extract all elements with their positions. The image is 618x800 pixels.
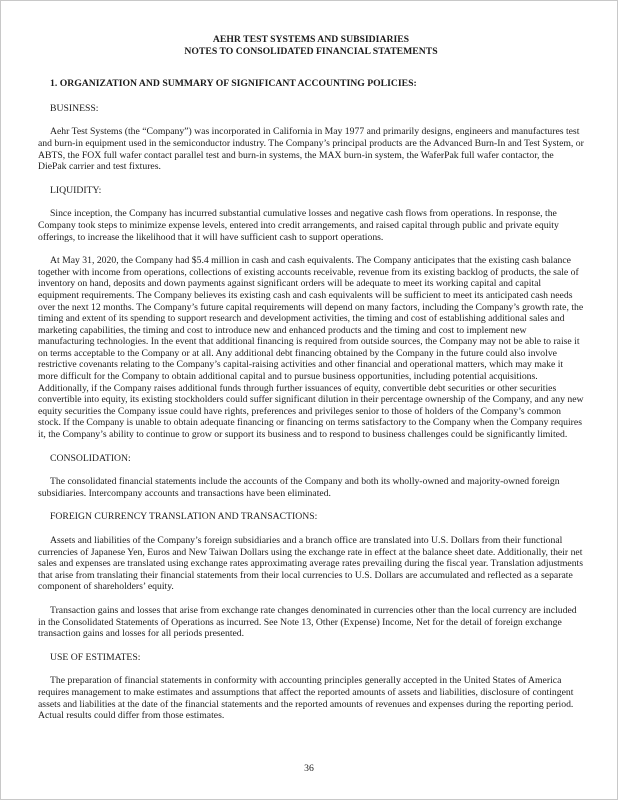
paragraph-consolidation-1: The consolidated financial statements include the accounts of the Company and both its wholly-owned and majority-owned foreign subsidiaries. Intercompany accounts and transactions have been eliminated. (38, 476, 560, 499)
section-heading-foreign-currency: FOREIGN CURRENCY TRANSLATION AND TRANSACTIONS: (50, 511, 318, 523)
paragraph-foreign-currency-2: Transaction gains and losses that arise from exchange rate changes denominated in currencies other than the local currency are included in the Consolidated Statements of Operations as incurred. See Note 13, Other (Expense) Income, Net for the detail of foreign exchange transaction gains and losses for all periods presented. (38, 604, 577, 640)
paragraph-liquidity-1: Since inception, the Company has incurred substantial cumulative losses and negative cash flows from operations. In response, the Company took steps to minimize expense levels, entered into credit arrangements, and raised capital through public and private equity offerings, to increase the likelihood that it will have sufficient cash to support operations. (38, 208, 559, 243)
section-heading-business: BUSINESS: (50, 102, 99, 114)
page-number: 36 (304, 763, 314, 775)
section-heading-liquidity: LIQUIDITY: (50, 184, 102, 196)
section-heading-use-of-estimates: USE OF ESTIMATES: (50, 651, 141, 663)
note-title: 1. ORGANIZATION AND SUMMARY OF SIGNIFICANT ACCOUNTING POLICIES: (50, 78, 417, 90)
document-title: NOTES TO CONSOLIDATED FINANCIAL STATEMENTS (184, 45, 438, 57)
section-heading-consolidation: CONSOLIDATION: (50, 452, 131, 464)
document-header (38, 34, 584, 57)
company-name: AEHR TEST SYSTEMS AND SUBSIDIARIES (212, 34, 410, 45)
paragraph-liquidity-2: At May 31, 2020, the Company had $5.4 million in cash and cash equivalents. The Company anticipates that the existing cash balance together with income from operations, collections of existing accounts receivable, revenue from its existing backlog of products, the sale of inventory on hand, deposits and down payments against significant orders will be adequate to meet its working capital and capital equipment requirements. The Company believes its existing cash and cash equivalents will be sufficient to meet its anticipated cash needs over the next 12 months. The Company’s future capital requirements will depend on many factors, including the Company’s growth rate, the timing and extent of its spending to support research and development activities, the timing and cost of establishing additional sales and marketing capabilities, the timing and cost to introduce new and enhanced products and the timing and cost to implement new manufacturing technologies. In the event that additional financing is required from outside sources, the Company may not be able to raise it on terms acceptable to the Company or at all. Any additional debt financing obtained by the Company in the future could also involve restrictive covenants relating to the Company’s capital-raising activities and other financial and operational matters, which may make it more difficult for the Company to obtain additional capital and to pursue business opportunities, including potential acquisitions. Additionally, if the Company raises additional funds through further issuances of equity, convertible debt securities or other securities convertible into equity, its existing stockholders could suffer significant dilution in their percentage ownership of the Company, and any new equity securities the Company issue could have rights, preferences and privileges senior to those of holders of the Company’s common stock. If the Company is unable to obtain adequate financing or financing on terms satisfactory to the Company when the Company requires it, the Company’s ability to continue to grow or support its business and to respond to business challenges could be significantly limited. (38, 255, 584, 441)
paragraph-use-of-estimates-1: The preparation of financial statements in conformity with accounting principles generally accepted in the United States of America requires management to make estimates and assumptions that affect the reported amounts of assets and liabilities, disclosure of contingent assets and liabilities at the date of the financial statements and the reported amounts of revenues and expenses during the reporting period. Actual results could differ from those estimates. (38, 675, 574, 722)
paragraph-foreign-currency-1: Assets and liabilities of the Company’s foreign subsidiaries and a branch office are translated into U.S. Dollars from their functional currencies of Japanese Yen, Euros and New Taiwan Dollars using the exchange rate in effect at the balance sheet date. Additionally, their net sales and expenses are translated using exchange rates approximating average rates prevailing during the fiscal year. Translation adjustments that arise from translating their financial statements from their local currencies to U.S. Dollars are accumulated and reflected as a separate component of shareholders’ equity. (38, 535, 584, 593)
paragraph-business-1: Aehr Test Systems (the “Company”) was incorporated in California in May 1977 and primarily designs, engineers and manufactures test and burn-in equipment used in the semiconductor industry. The Company’s principal products are the Advanced Burn-In and Test System, or ABTS, the FOX full wafer contact parallel test and burn-in systems, the MAX burn-in system, the WaferPak full wafer contactor, the DiePak carrier and test fixtures. (38, 126, 584, 173)
